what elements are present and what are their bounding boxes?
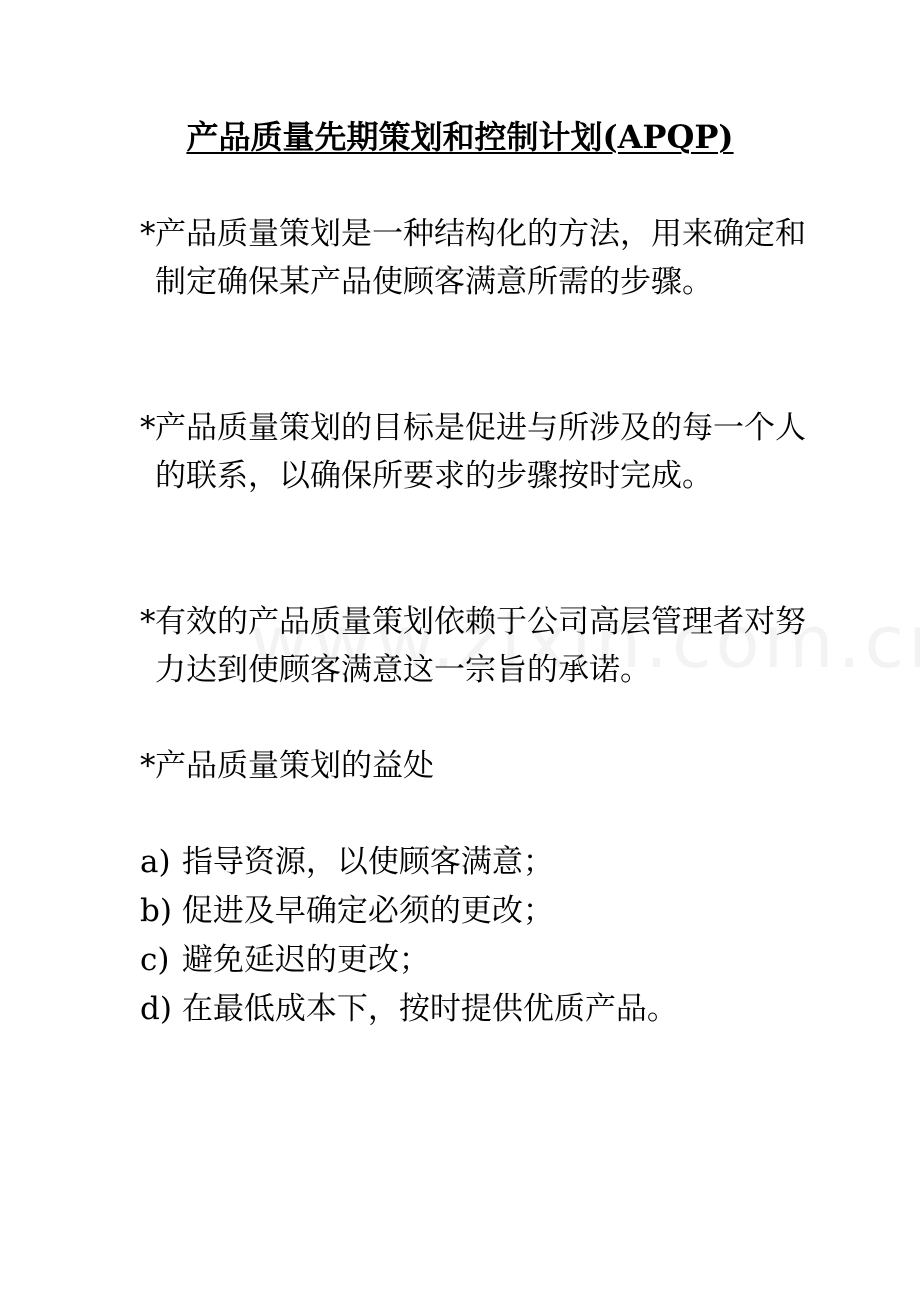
bullet-star: * [140, 410, 156, 446]
paragraph-benefits-heading [140, 742, 815, 790]
list-item-label: d) [140, 991, 172, 1027]
paragraph-text: 有效的产品质量策划依赖于公司高层管理者对努力达到使顾客满意这一宗旨的承诺。 [155, 604, 806, 688]
list-item-text: 在最低成本下，按时提供优质产品。 [181, 991, 678, 1027]
list-item-text: 避免延迟的更改； [181, 942, 430, 978]
list-item-text: 促进及早确定必须的更改； [181, 893, 554, 929]
paragraph-text: 产品质量策划的目标是促进与所涉及的每一个人的联系，以确保所要求的步骤按时完成。 [155, 410, 806, 494]
paragraph-goal [140, 404, 815, 500]
benefits-list [140, 838, 800, 1034]
paragraph-definition [140, 210, 815, 306]
list-item-label: c) [140, 942, 170, 978]
paragraph-text: 产品质量策划的益处 [155, 748, 434, 784]
list-item [140, 887, 800, 936]
bullet-star: * [140, 604, 156, 640]
list-item-label: a) [140, 844, 171, 880]
page-title [0, 113, 920, 161]
list-item [140, 985, 800, 1034]
list-item-label: b) [140, 893, 172, 929]
bullet-star: * [140, 216, 156, 252]
list-item [140, 838, 800, 887]
list-item [140, 936, 800, 985]
bullet-star: * [140, 748, 156, 784]
paragraph-text: 产品质量策划是一种结构化的方法，用来确定和制定确保某产品使顾客满意所需的步骤。 [155, 216, 806, 300]
paragraph-commitment [140, 598, 815, 694]
list-item-text: 指导资源，以使顾客满意； [181, 844, 554, 880]
page-title-text: 产品质量先期策划和控制计划(APQP) [186, 118, 734, 156]
